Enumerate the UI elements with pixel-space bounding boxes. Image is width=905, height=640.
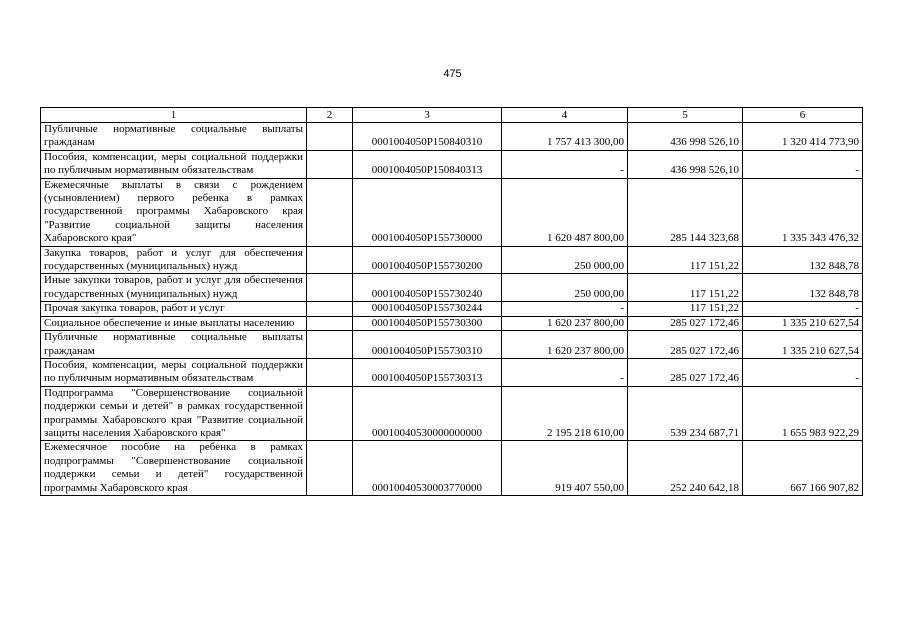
row-col2 — [307, 246, 353, 274]
row-code: 0001004050P155730244 — [353, 302, 502, 316]
row-col2 — [307, 178, 353, 246]
table-row — [41, 150, 863, 178]
table-row — [41, 386, 863, 441]
row-value-5: 117 151,22 — [628, 302, 743, 316]
row-code: 0001004050P155730000 — [353, 178, 502, 246]
row-value-6: - — [743, 150, 863, 178]
column-header-5: 5 — [628, 108, 743, 123]
table-row — [41, 178, 863, 246]
row-value-5: 117 151,22 — [628, 274, 743, 302]
row-value-4: 1 620 487 800,00 — [502, 178, 628, 246]
row-code: 00010040530003770000 — [353, 441, 502, 496]
row-value-5: 436 998 526,10 — [628, 150, 743, 178]
row-value-4: - — [502, 358, 628, 386]
row-name: Ежемесячные выплаты в связи с рождением (усыновлением) первого ребенка в рамках государственной программы Хабаровского края "Развитие социальной защиты населения Хабаровского края" — [41, 178, 307, 246]
row-value-4: 1 620 237 800,00 — [502, 316, 628, 330]
row-value-5: 539 234 687,71 — [628, 386, 743, 441]
row-value-5: 285 027 172,46 — [628, 331, 743, 359]
row-value-4: 919 407 550,00 — [502, 441, 628, 496]
row-value-4: 1 620 237 800,00 — [502, 331, 628, 359]
row-value-4: 250 000,00 — [502, 274, 628, 302]
row-name: Ежемесячное пособие на ребенка в рамках подпрограммы "Совершенствование социальной поддержки семьи и детей" государственной программы Хабаровского края — [41, 441, 307, 496]
row-name: Закупка товаров, работ и услуг для обеспечения государственных (муниципальных) нужд — [41, 246, 307, 274]
table-row — [41, 316, 863, 330]
row-col2 — [307, 150, 353, 178]
row-code: 0001004050P155730313 — [353, 358, 502, 386]
row-value-6: - — [743, 358, 863, 386]
column-header-4: 4 — [502, 108, 628, 123]
row-value-5: 285 027 172,46 — [628, 316, 743, 330]
row-code: 0001004050P150840310 — [353, 123, 502, 151]
row-value-6: - — [743, 302, 863, 316]
row-name: Подпрограмма "Совершенствование социальной поддержки семьи и детей" в рамках государственной программы Хабаровского края "Развитие социальной защиты населения Хабаровского края" — [41, 386, 307, 441]
row-col2 — [307, 274, 353, 302]
table-row — [41, 274, 863, 302]
row-col2 — [307, 316, 353, 330]
row-value-6: 667 166 907,82 — [743, 441, 863, 496]
page-number: 475 — [443, 68, 462, 80]
row-code: 0001004050P155730310 — [353, 331, 502, 359]
column-header-3: 3 — [353, 108, 502, 123]
row-code: 0001004050P150840313 — [353, 150, 502, 178]
row-value-4: 2 195 218 610,00 — [502, 386, 628, 441]
row-name: Публичные нормативные социальные выплаты гражданам — [41, 331, 307, 359]
row-value-5: 285 144 323,68 — [628, 178, 743, 246]
row-col2 — [307, 123, 353, 151]
row-code: 00010040530000000000 — [353, 386, 502, 441]
column-header-2: 2 — [307, 108, 353, 123]
row-value-6: 1 335 210 627,54 — [743, 331, 863, 359]
row-col2 — [307, 441, 353, 496]
row-value-6: 132 848,78 — [743, 246, 863, 274]
row-value-5: 285 027 172,46 — [628, 358, 743, 386]
row-value-6: 1 320 414 773,90 — [743, 123, 863, 151]
row-code: 0001004050P155730300 — [353, 316, 502, 330]
table-row — [41, 123, 863, 151]
row-value-6: 1 335 343 476,32 — [743, 178, 863, 246]
row-name: Иные закупки товаров, работ и услуг для обеспечения государственных (муниципальных) нужд — [41, 274, 307, 302]
header-row — [41, 108, 863, 123]
row-value-6: 1 655 983 922,29 — [743, 386, 863, 441]
row-col2 — [307, 302, 353, 316]
budget-table — [40, 107, 863, 496]
row-col2 — [307, 358, 353, 386]
row-name: Публичные нормативные социальные выплаты гражданам — [41, 123, 307, 151]
row-value-5: 252 240 642,18 — [628, 441, 743, 496]
row-name: Пособия, компенсации, меры социальной поддержки по публичным нормативным обязательствам — [41, 358, 307, 386]
row-value-5: 436 998 526,10 — [628, 123, 743, 151]
table-row — [41, 302, 863, 316]
row-name: Прочая закупка товаров, работ и услуг — [41, 302, 307, 316]
table-row — [41, 246, 863, 274]
row-value-4: - — [502, 150, 628, 178]
row-code: 0001004050P155730200 — [353, 246, 502, 274]
row-name: Социальное обеспечение и иные выплаты населению — [41, 316, 307, 330]
row-value-6: 132 848,78 — [743, 274, 863, 302]
row-value-4: 1 757 413 300,00 — [502, 123, 628, 151]
column-header-6: 6 — [743, 108, 863, 123]
row-col2 — [307, 386, 353, 441]
row-value-6: 1 335 210 627,54 — [743, 316, 863, 330]
row-value-5: 117 151,22 — [628, 246, 743, 274]
row-value-4: - — [502, 302, 628, 316]
table-row — [41, 358, 863, 386]
table-row — [41, 441, 863, 496]
table-row — [41, 331, 863, 359]
column-header-1: 1 — [41, 108, 307, 123]
row-name: Пособия, компенсации, меры социальной поддержки по публичным нормативным обязательствам — [41, 150, 307, 178]
row-code: 0001004050P155730240 — [353, 274, 502, 302]
row-value-4: 250 000,00 — [502, 246, 628, 274]
row-col2 — [307, 331, 353, 359]
